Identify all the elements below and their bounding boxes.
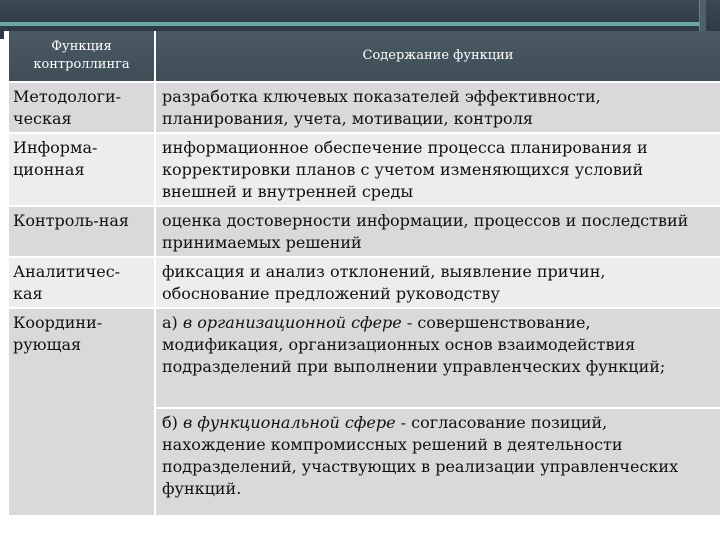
table-row [9, 133, 720, 206]
item-a-sphere: в организационной сфере [182, 313, 402, 332]
top-corner-decoration [699, 0, 706, 31]
function-content: информационное обеспечение процесса планирования и корректировки планов с учетом изменяющихся условий внешней и внутренней среды [155, 133, 720, 206]
function-content-a [155, 308, 720, 408]
function-name: Аналитичес-кая [9, 257, 155, 308]
function-content-b [155, 408, 720, 515]
function-name: Информа-ционная [9, 133, 155, 206]
header-function: Функция контроллинга [9, 31, 155, 82]
item-a-prefix: а) [162, 313, 183, 332]
item-a-text: - совершенствование, модификация, организационных основ взаимодействия подразделений при выполнении управленческих функций; [162, 313, 666, 376]
function-name: Методологи-ческая [9, 82, 155, 133]
controlling-functions-table [9, 31, 720, 515]
function-name: Контроль-ная [9, 206, 155, 257]
top-accent-line [0, 22, 700, 26]
item-b-prefix: б) [162, 413, 183, 432]
function-content: оценка достоверности информации, процессов и последствий принимаемых решений [155, 206, 720, 257]
table-row [9, 82, 720, 133]
header-content: Содержание функции [155, 31, 720, 82]
function-name: Координи-рующая [9, 308, 155, 515]
table-row [9, 257, 720, 308]
left-tab-decoration [0, 31, 4, 39]
table-row [9, 206, 720, 257]
function-content: фиксация и анализ отклонений, выявление причин, обоснование предложений руководству [155, 257, 720, 308]
item-b-sphere: в функциональной сфере [182, 413, 396, 432]
table-row [9, 308, 720, 408]
item-b-text: - согласование позиций, нахождение компромиссных решений в деятельности подразделений, участвующих в реализации управленческих функций. [162, 413, 679, 498]
function-content: разработка ключевых показателей эффективности, планирования, учета, мотивации, контроля [155, 82, 720, 133]
slide-top-bar [0, 0, 720, 31]
table-header-row [9, 31, 720, 82]
